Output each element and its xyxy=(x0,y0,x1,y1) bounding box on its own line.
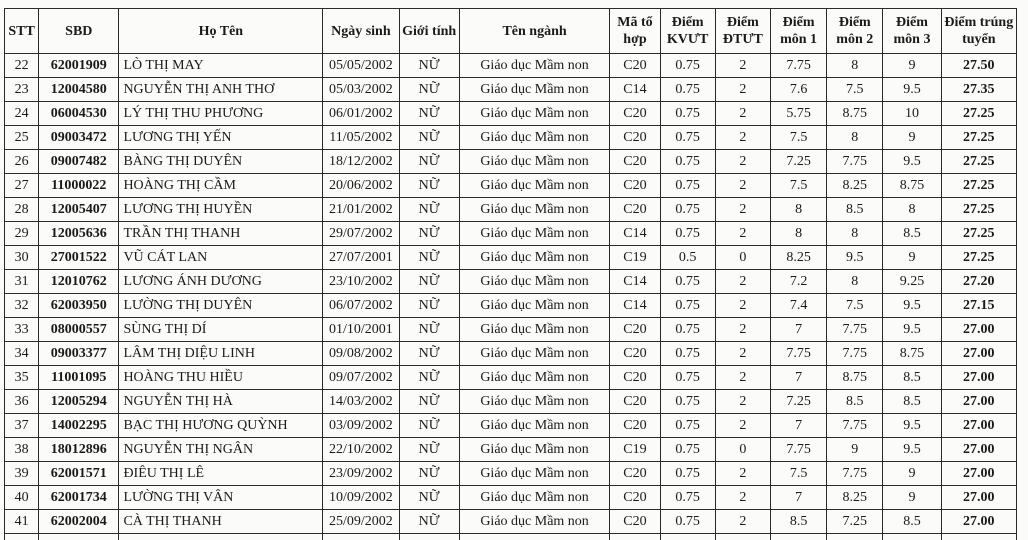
cell-admission-score: 27.50 xyxy=(941,54,1016,78)
cell-dob: 18/12/2002 xyxy=(323,150,399,174)
cell-gender: NỮ xyxy=(399,78,459,102)
table-row xyxy=(5,486,1017,510)
cell-subject-3: 8.75 xyxy=(883,174,941,198)
cell-dob: 10/09/2002 xyxy=(323,486,399,510)
cell-name: HOÀNG THU HIỀU xyxy=(119,366,323,390)
cell-major: Giáo dục Mầm non xyxy=(459,462,610,486)
cell-kvut: 0.75 xyxy=(660,78,715,102)
cell-stt: 35 xyxy=(5,366,39,390)
cell-name: TRẦN THỊ THANH xyxy=(119,222,323,246)
cell-name: LÂM THỊ DIỆU LINH xyxy=(119,342,323,366)
cell-name: LƯƠNG ÁNH DƯƠNG xyxy=(119,270,323,294)
cell-major: Giáo dục Mầm non xyxy=(459,486,610,510)
admission-results-sheet xyxy=(4,8,1017,540)
cell-subject-2: 7.5 xyxy=(827,78,883,102)
cell-combo: C20 xyxy=(610,174,660,198)
cell-sbd: 09007482 xyxy=(39,150,119,174)
cell-kvut: 0.75 xyxy=(660,222,715,246)
cell-stt: 27 xyxy=(5,174,39,198)
cell-kvut: 0.75 xyxy=(660,390,715,414)
cell-subject-1: 8.5 xyxy=(770,510,826,534)
cell-stt: 38 xyxy=(5,438,39,462)
cell-major: Giáo dục Mầm non xyxy=(459,102,610,126)
cell-dob: 23/10/2002 xyxy=(323,270,399,294)
cell-kvut: 0.75 xyxy=(660,198,715,222)
cell-subject-3: 8.75 xyxy=(883,342,941,366)
cell-dob: 20/06/2002 xyxy=(323,174,399,198)
cell-name: SÙNG THỊ DÍ xyxy=(119,318,323,342)
cell-dob: 09/08/2002 xyxy=(323,342,399,366)
cell-sbd: 09003472 xyxy=(39,126,119,150)
cell-name: NGUYỄN THỊ HÀ xyxy=(119,390,323,414)
cell-stt: 41 xyxy=(5,510,39,534)
cell-subject-2: 8.25 xyxy=(827,486,883,510)
cell-subject-3: 9 xyxy=(883,54,941,78)
header-dob: Ngày sinh xyxy=(323,9,399,54)
cell-combo: C14 xyxy=(610,294,660,318)
cell-admission-score: 27.25 xyxy=(941,198,1016,222)
cell-subject-2: 7.75 xyxy=(827,150,883,174)
cell-combo: C20 xyxy=(610,150,660,174)
table-row xyxy=(5,462,1017,486)
table-row xyxy=(5,246,1017,270)
cell-subject-2: 7.75 xyxy=(827,414,883,438)
cell-dob: 01/10/2001 xyxy=(323,318,399,342)
cell-name: BẠC THỊ HƯƠNG QUỲNH xyxy=(119,414,323,438)
cell-subject-3: 9 xyxy=(883,462,941,486)
header-major: Tên ngành xyxy=(459,9,610,54)
cell-subject-1: 7.75 xyxy=(770,438,826,462)
header-subject-3: Điểm môn 3 xyxy=(883,9,941,54)
cell-stt: 26 xyxy=(5,150,39,174)
cell-subject-3: 9.5 xyxy=(883,150,941,174)
cell-dtut: 0 xyxy=(715,246,770,270)
cell-name: LƯỜNG THỊ DUYÊN xyxy=(119,294,323,318)
cell-sbd: 11000022 xyxy=(39,174,119,198)
cell-name: VŨ CÁT LAN xyxy=(119,246,323,270)
cell-dtut: 2 xyxy=(715,414,770,438)
cell-dob: 05/05/2002 xyxy=(323,54,399,78)
cell-major: Giáo dục Mầm non xyxy=(459,126,610,150)
cell-gender: NỮ xyxy=(399,486,459,510)
cell-dob: 21/01/2002 xyxy=(323,198,399,222)
header-subject-1: Điểm môn 1 xyxy=(770,9,826,54)
cell-stt: 37 xyxy=(5,414,39,438)
cell-dtut: 2 xyxy=(715,366,770,390)
cell-sbd: 09003377 xyxy=(39,342,119,366)
cell-name: BÀNG THỊ DUYÊN xyxy=(119,150,323,174)
cell-subject-1: 7 xyxy=(770,318,826,342)
table-row xyxy=(5,414,1017,438)
cell-name: NGUYỄN THỊ NGÂN xyxy=(119,438,323,462)
cell-major: Giáo dục Mầm non xyxy=(459,318,610,342)
cell-admission-score: 27.00 xyxy=(941,342,1016,366)
table-row xyxy=(5,270,1017,294)
cell-gender: NỮ xyxy=(399,102,459,126)
cell-subject-3: 9.5 xyxy=(883,78,941,102)
cell-subject-1: 7.25 xyxy=(770,150,826,174)
cell-subject-3: 9.25 xyxy=(883,270,941,294)
cell-dtut: 2 xyxy=(715,486,770,510)
cell-admission-score: 27.25 xyxy=(941,222,1016,246)
cell-major: Giáo dục Mầm non xyxy=(459,54,610,78)
cell-kvut: 0.75 xyxy=(660,486,715,510)
table-row xyxy=(5,198,1017,222)
cell-subject-1: 7.5 xyxy=(770,174,826,198)
cell-stt: 33 xyxy=(5,318,39,342)
header-dtut: Điểm ĐTƯT xyxy=(715,9,770,54)
table-row xyxy=(5,150,1017,174)
cell-major: Giáo dục Mầm non xyxy=(459,270,610,294)
cell-subject-1: 5.75 xyxy=(770,102,826,126)
cell-subject-3: 9 xyxy=(883,246,941,270)
cell-subject-1: 7 xyxy=(770,486,826,510)
cell-admission-score: 27.00 xyxy=(941,414,1016,438)
cell-admission-score: 27.25 xyxy=(941,174,1016,198)
table-row xyxy=(5,294,1017,318)
cell-name: ĐIÊU THỊ LÊ xyxy=(119,462,323,486)
cell-major: Giáo dục Mầm non xyxy=(459,342,610,366)
header-name: Họ Tên xyxy=(119,9,323,54)
admission-results-table xyxy=(4,8,1017,540)
header-subject-2: Điểm môn 2 xyxy=(827,9,883,54)
cell-gender: NỮ xyxy=(399,510,459,534)
cell-major: Giáo dục Mầm non xyxy=(459,366,610,390)
table-row xyxy=(5,390,1017,414)
cell-kvut: 0.75 xyxy=(660,414,715,438)
cell-combo: C20 xyxy=(610,342,660,366)
cell-gender: NỮ xyxy=(399,150,459,174)
cell-combo: C20 xyxy=(610,510,660,534)
cell-combo: C20 xyxy=(610,198,660,222)
cell-subject-1: 7.25 xyxy=(770,390,826,414)
cell-kvut: 0.75 xyxy=(660,174,715,198)
cell-subject-2: 7.75 xyxy=(827,462,883,486)
cell-gender: NỮ xyxy=(399,270,459,294)
cell-subject-3: 9.5 xyxy=(883,438,941,462)
cell-subject-1: 8 xyxy=(770,222,826,246)
cell-major: Giáo dục Mầm non xyxy=(459,222,610,246)
cell-dtut: 2 xyxy=(715,102,770,126)
cell-dob: 11/05/2002 xyxy=(323,126,399,150)
table-row xyxy=(5,318,1017,342)
cell-sbd: 62001909 xyxy=(39,54,119,78)
cell-dtut: 2 xyxy=(715,462,770,486)
cell-stt: 25 xyxy=(5,126,39,150)
cell-admission-score: 27.25 xyxy=(941,102,1016,126)
cell-sbd: 08000557 xyxy=(39,318,119,342)
cell-major: Giáo dục Mầm non xyxy=(459,246,610,270)
cell-gender: NỮ xyxy=(399,222,459,246)
cell-dob: 05/03/2002 xyxy=(323,78,399,102)
cell-dtut: 2 xyxy=(715,270,770,294)
cell-subject-2: 9.5 xyxy=(827,246,883,270)
cell-subject-2: 8.25 xyxy=(827,174,883,198)
cell-kvut: 0.75 xyxy=(660,294,715,318)
cell-subject-1: 7.5 xyxy=(770,462,826,486)
cell-subject-1: 7.75 xyxy=(770,342,826,366)
cell-major: Giáo dục Mầm non xyxy=(459,294,610,318)
cell-admission-score: 27.15 xyxy=(941,294,1016,318)
cell-gender: NỮ xyxy=(399,198,459,222)
cell-dtut: 2 xyxy=(715,318,770,342)
cell-gender: NỮ xyxy=(399,246,459,270)
cell-name: HOÀNG THỊ CẦM xyxy=(119,174,323,198)
cell-sbd: 11001095 xyxy=(39,366,119,390)
cell-dob: 25/09/2002 xyxy=(323,510,399,534)
cell-subject-1: 8.25 xyxy=(770,246,826,270)
cell-gender: NỮ xyxy=(399,294,459,318)
cell-kvut: 0.75 xyxy=(660,318,715,342)
cell-sbd: 62002004 xyxy=(39,510,119,534)
cell-stt: 39 xyxy=(5,462,39,486)
cell-combo: C14 xyxy=(610,78,660,102)
cell-major: Giáo dục Mầm non xyxy=(459,438,610,462)
cell-gender: NỮ xyxy=(399,318,459,342)
cell-stt: 23 xyxy=(5,78,39,102)
cell-dob: 06/07/2002 xyxy=(323,294,399,318)
cell-kvut: 0.75 xyxy=(660,102,715,126)
cell-name: LÝ THỊ THU PHƯƠNG xyxy=(119,102,323,126)
cell-combo: C20 xyxy=(610,462,660,486)
header-stt: STT xyxy=(5,9,39,54)
cell-dob: 14/03/2002 xyxy=(323,390,399,414)
cell-gender: NỮ xyxy=(399,126,459,150)
cell-gender: NỮ xyxy=(399,462,459,486)
cell-dob: 23/09/2002 xyxy=(323,462,399,486)
cell-dtut: 2 xyxy=(715,510,770,534)
cell-name: LƯỜNG THỊ VÂN xyxy=(119,486,323,510)
cell-sbd: 12005407 xyxy=(39,198,119,222)
cell-sbd: 12005636 xyxy=(39,222,119,246)
cell-subject-3: 8.5 xyxy=(883,390,941,414)
cell-subject-3: 9.5 xyxy=(883,318,941,342)
cell-gender: NỮ xyxy=(399,174,459,198)
cell-kvut: 0.75 xyxy=(660,366,715,390)
cell-kvut: 0.75 xyxy=(660,510,715,534)
cell-combo: C14 xyxy=(610,270,660,294)
table-row xyxy=(5,222,1017,246)
cell-sbd: 14002295 xyxy=(39,414,119,438)
cell-sbd: 62003950 xyxy=(39,294,119,318)
cell-major: Giáo dục Mầm non xyxy=(459,198,610,222)
cell-combo: C20 xyxy=(610,318,660,342)
cell-dtut: 2 xyxy=(715,150,770,174)
cell-dob: 09/07/2002 xyxy=(323,366,399,390)
cell-stt: 29 xyxy=(5,222,39,246)
cell-dob: 29/07/2002 xyxy=(323,222,399,246)
cell-subject-2: 8.5 xyxy=(827,390,883,414)
cell-name: LƯƠNG THỊ HUYỀN xyxy=(119,198,323,222)
header-gender: Giới tính xyxy=(399,9,459,54)
cell-sbd: 18012896 xyxy=(39,438,119,462)
table-row xyxy=(5,78,1017,102)
cell-admission-score: 27.35 xyxy=(941,78,1016,102)
cell-subject-3: 8 xyxy=(883,198,941,222)
cell-dob: 27/07/2001 xyxy=(323,246,399,270)
cell-stt: 34 xyxy=(5,342,39,366)
cell-stt: 22 xyxy=(5,54,39,78)
cell-dtut: 0 xyxy=(715,438,770,462)
cell-dob: 03/09/2002 xyxy=(323,414,399,438)
cell-combo: C20 xyxy=(610,486,660,510)
cell-combo: C19 xyxy=(610,246,660,270)
cell-combo: C20 xyxy=(610,126,660,150)
cell-stt: 30 xyxy=(5,246,39,270)
cell-dtut: 2 xyxy=(715,126,770,150)
cell-combo: C20 xyxy=(610,366,660,390)
cell-subject-2: 8.75 xyxy=(827,366,883,390)
cell-name: CÀ THỊ THANH xyxy=(119,510,323,534)
cell-gender: NỮ xyxy=(399,390,459,414)
cell-admission-score: 27.20 xyxy=(941,270,1016,294)
cell-dtut: 2 xyxy=(715,222,770,246)
cell-name: LƯƠNG THỊ YẾN xyxy=(119,126,323,150)
cell-name: LÒ THỊ MAY xyxy=(119,54,323,78)
cell-stt: 40 xyxy=(5,486,39,510)
cell-admission-score: 27.00 xyxy=(941,438,1016,462)
cell-subject-1: 7.2 xyxy=(770,270,826,294)
cell-sbd: 62001571 xyxy=(39,462,119,486)
cell-subject-2: 8 xyxy=(827,270,883,294)
table-row xyxy=(5,510,1017,534)
cell-subject-2: 7.25 xyxy=(827,510,883,534)
cell-dtut: 2 xyxy=(715,174,770,198)
table-row xyxy=(5,342,1017,366)
cell-gender: NỮ xyxy=(399,414,459,438)
cell-dtut: 2 xyxy=(715,294,770,318)
cell-kvut: 0.75 xyxy=(660,342,715,366)
header-combo: Mã tổ hợp xyxy=(610,9,660,54)
cell-sbd: 12010762 xyxy=(39,270,119,294)
table-row xyxy=(5,174,1017,198)
cell-combo: C19 xyxy=(610,438,660,462)
cell-major: Giáo dục Mầm non xyxy=(459,390,610,414)
cell-subject-3: 10 xyxy=(883,102,941,126)
cell-admission-score: 27.25 xyxy=(941,246,1016,270)
cell-combo: C20 xyxy=(610,390,660,414)
cell-subject-2: 8 xyxy=(827,54,883,78)
header-admission-score: Điểm trúng tuyển xyxy=(941,9,1016,54)
cell-kvut: 0.75 xyxy=(660,150,715,174)
table-row xyxy=(5,54,1017,78)
table-row xyxy=(5,126,1017,150)
cell-admission-score: 27.00 xyxy=(941,510,1016,534)
cell-gender: NỮ xyxy=(399,54,459,78)
cell-subject-2: 8.5 xyxy=(827,198,883,222)
cell-combo: C20 xyxy=(610,102,660,126)
table-row xyxy=(5,438,1017,462)
cell-subject-3: 8.5 xyxy=(883,510,941,534)
cell-kvut: 0.75 xyxy=(660,126,715,150)
cell-stt: 28 xyxy=(5,198,39,222)
cell-major: Giáo dục Mầm non xyxy=(459,174,610,198)
cell-major: Giáo dục Mầm non xyxy=(459,78,610,102)
cell-subject-3: 8.5 xyxy=(883,222,941,246)
cell-subject-1: 7 xyxy=(770,366,826,390)
cell-subject-2: 8.75 xyxy=(827,102,883,126)
cell-gender: NỮ xyxy=(399,438,459,462)
cell-subject-1: 7.4 xyxy=(770,294,826,318)
cell-gender: NỮ xyxy=(399,342,459,366)
cell-major: Giáo dục Mầm non xyxy=(459,510,610,534)
cell-major: Giáo dục Mầm non xyxy=(459,150,610,174)
cell-sbd: 12004580 xyxy=(39,78,119,102)
cell-subject-1: 7 xyxy=(770,414,826,438)
cell-admission-score: 27.25 xyxy=(941,126,1016,150)
cell-subject-1: 7.6 xyxy=(770,78,826,102)
cell-dtut: 2 xyxy=(715,54,770,78)
cell-kvut: 0.75 xyxy=(660,462,715,486)
cell-dtut: 2 xyxy=(715,342,770,366)
cell-subject-3: 8.5 xyxy=(883,366,941,390)
cell-kvut: 0.75 xyxy=(660,270,715,294)
cell-admission-score: 27.25 xyxy=(941,150,1016,174)
cell-kvut: 0.5 xyxy=(660,246,715,270)
cell-dtut: 2 xyxy=(715,78,770,102)
cell-subject-2: 7.75 xyxy=(827,318,883,342)
cell-subject-1: 7.75 xyxy=(770,54,826,78)
cell-subject-3: 9.5 xyxy=(883,294,941,318)
header-kvut: Điểm KVƯT xyxy=(660,9,715,54)
cell-subject-3: 9 xyxy=(883,486,941,510)
cell-subject-2: 8 xyxy=(827,222,883,246)
cell-sbd: 12005294 xyxy=(39,390,119,414)
cell-admission-score: 27.00 xyxy=(941,318,1016,342)
cell-subject-3: 9.5 xyxy=(883,414,941,438)
cell-subject-2: 7.5 xyxy=(827,294,883,318)
cell-dob: 22/10/2002 xyxy=(323,438,399,462)
cell-admission-score: 27.00 xyxy=(941,366,1016,390)
cell-name: NGUYỄN THỊ ANH THƠ xyxy=(119,78,323,102)
cell-major: Giáo dục Mầm non xyxy=(459,414,610,438)
cell-combo: C20 xyxy=(610,414,660,438)
cell-stt: 32 xyxy=(5,294,39,318)
header-sbd: SBD xyxy=(39,9,119,54)
cell-combo: C14 xyxy=(610,222,660,246)
cell-subject-2: 7.75 xyxy=(827,342,883,366)
table-header-row xyxy=(5,9,1017,54)
cell-subject-2: 9 xyxy=(827,438,883,462)
cell-sbd: 62001734 xyxy=(39,486,119,510)
cell-kvut: 0.75 xyxy=(660,438,715,462)
cell-kvut: 0.75 xyxy=(660,54,715,78)
cell-subject-2: 8 xyxy=(827,126,883,150)
cell-dtut: 2 xyxy=(715,198,770,222)
cell-stt: 24 xyxy=(5,102,39,126)
cell-dob: 06/01/2002 xyxy=(323,102,399,126)
cell-admission-score: 27.00 xyxy=(941,390,1016,414)
cell-admission-score: 27.00 xyxy=(941,462,1016,486)
cell-gender: NỮ xyxy=(399,366,459,390)
cell-stt: 36 xyxy=(5,390,39,414)
cell-sbd: 06004530 xyxy=(39,102,119,126)
cell-admission-score: 27.00 xyxy=(941,486,1016,510)
cell-sbd: 27001522 xyxy=(39,246,119,270)
table-row xyxy=(5,102,1017,126)
table-body xyxy=(5,54,1017,540)
table-row xyxy=(5,366,1017,390)
cell-stt: 31 xyxy=(5,270,39,294)
cell-subject-3: 9 xyxy=(883,126,941,150)
cell-subject-1: 7.5 xyxy=(770,126,826,150)
cell-subject-1: 8 xyxy=(770,198,826,222)
cell-dtut: 2 xyxy=(715,390,770,414)
cell-combo: C20 xyxy=(610,54,660,78)
